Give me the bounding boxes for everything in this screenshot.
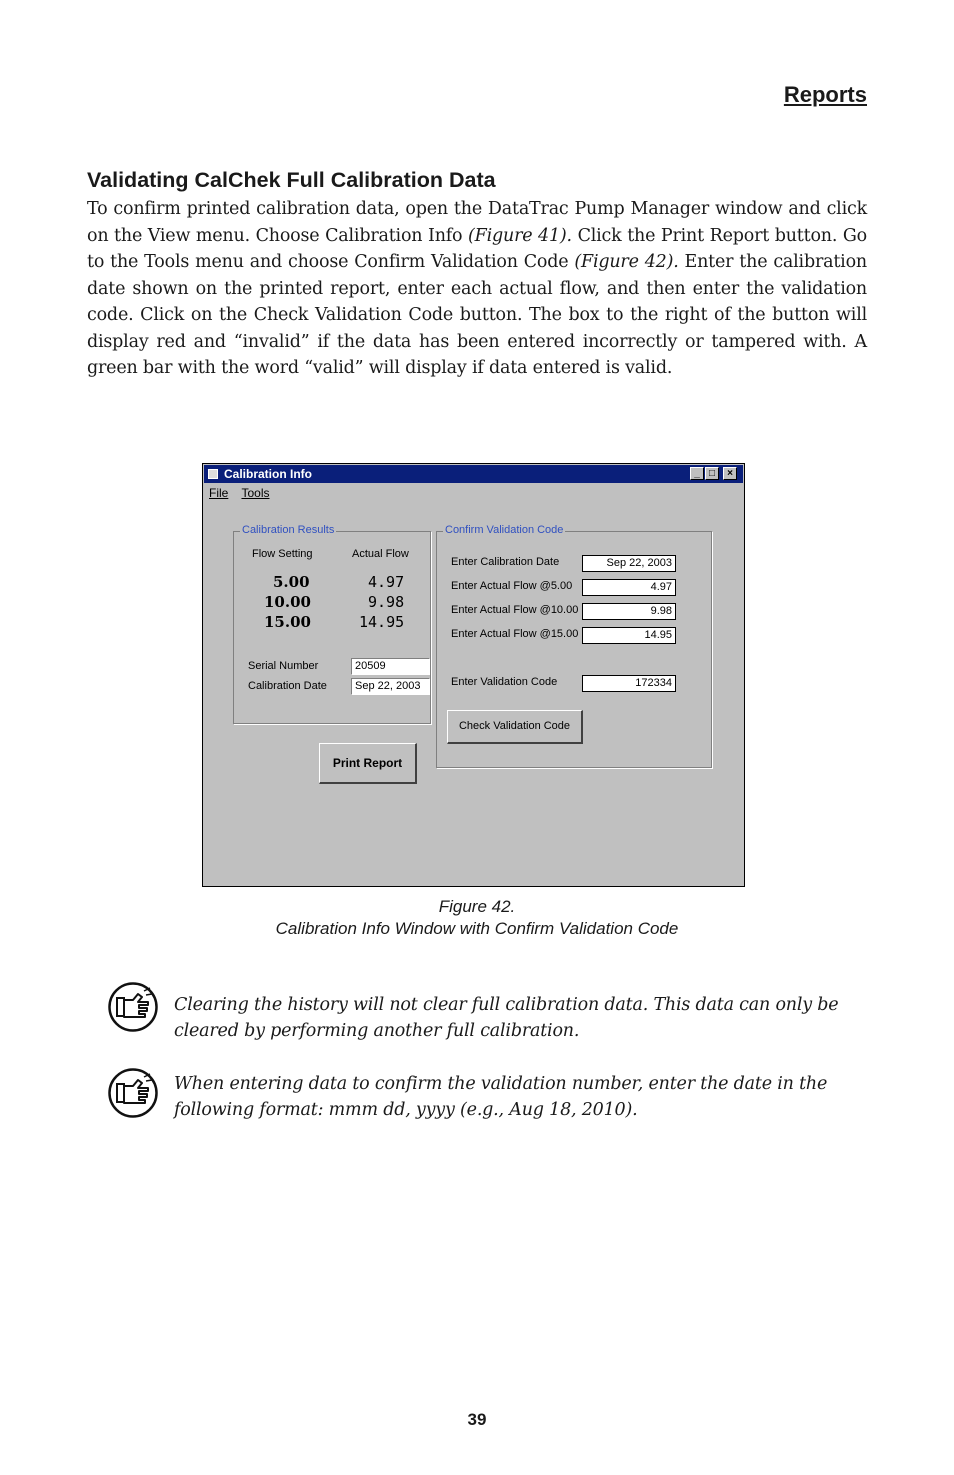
figure-42-reference: (Figure 42). [574, 252, 679, 272]
flow-setting-value: 10.00 [264, 593, 311, 611]
flow-setting-value: 15.00 [264, 613, 311, 631]
flow-setting-header: Flow Setting [252, 548, 313, 560]
calibration-info-window [202, 463, 745, 887]
menubar [209, 486, 279, 500]
menu-file[interactable]: File [209, 486, 229, 500]
enter-validation-code-label: Enter Validation Code [451, 676, 558, 688]
paragraph-part-2: Click the Print Report button. Go to the Tools menu and choose Confirm Validation Code [87, 225, 867, 272]
figure-caption: Calibration Info Window with Confirm Validation Code [275, 919, 679, 938]
enter-calibration-date-input[interactable]: Sep 22, 2003 [582, 555, 676, 572]
enter-flow-15-input[interactable]: 14.95 [582, 627, 676, 644]
actual-flow-value: 9.98 [368, 593, 405, 611]
menu-tools[interactable]: Tools [241, 486, 270, 500]
section-header: Reports [783, 82, 867, 107]
paragraph-part-1: To confirm printed calibration data, open the DataTrac Pump Manager window and click on the View menu. Choose Calibration Info [87, 199, 867, 246]
figure-41-reference: (Figure 41). [468, 225, 572, 246]
app-icon [208, 469, 218, 479]
enter-flow-5-input[interactable]: 4.97 [582, 579, 676, 596]
section-title: Validating CalChek Full Calibration Data [87, 168, 496, 192]
calibration-date-field[interactable]: Sep 22, 2003 [351, 678, 430, 695]
calibration-date-label: Calibration Date [248, 680, 327, 692]
enter-validation-code-input[interactable]: 172334 [582, 675, 676, 692]
serial-number-field[interactable]: 20509 [351, 658, 430, 675]
note-text: Clearing the history will not clear full calibration data. This data can only be cleared by performing another full calibration. [174, 995, 839, 1041]
enter-flow-10-input[interactable]: 9.98 [582, 603, 676, 620]
actual-flow-header: Actual Flow [352, 548, 409, 560]
calibration-results-legend: Calibration Results [242, 524, 335, 536]
serial-number-label: Serial Number [248, 660, 319, 672]
enter-flow-5-label: Enter Actual Flow @5.00 [451, 580, 573, 592]
figure-number: Figure 42. [438, 897, 516, 916]
check-validation-code-button[interactable]: Check Validation Code [447, 710, 583, 744]
paragraph-part-3: Enter the calibration date shown on the printed report, enter each actual flow, and then enter the validation code. Click on the Check Validation Code button. The box to the right of the button will display red and “invalid” if the data has been entered incorrectly or tampered with. A green bar with the word “valid” will display if data entered is valid. [87, 252, 867, 378]
page-number: 39 [467, 1410, 487, 1429]
actual-flow-value: 14.95 [359, 613, 405, 631]
minimize-icon[interactable]: _ [690, 467, 704, 480]
note-text: When entering data to confirm the validation number, enter the date in the following format: mmm dd, yyyy (e.g., Aug 18, 2010). [174, 1074, 828, 1120]
confirm-validation-legend: Confirm Validation Code [445, 524, 564, 536]
print-report-button[interactable]: Print Report [319, 743, 417, 784]
enter-flow-15-label: Enter Actual Flow @15.00 [451, 628, 579, 640]
maximize-icon[interactable]: □ [705, 467, 719, 480]
flow-setting-value: 5.00 [273, 573, 310, 591]
close-icon[interactable]: × [723, 467, 737, 480]
window-title: Calibration Info [224, 467, 312, 481]
pointing-hand-note-icon [107, 981, 159, 1033]
pointing-hand-note-icon [107, 1067, 159, 1119]
actual-flow-value: 4.97 [368, 573, 405, 591]
instructions-paragraph [87, 196, 867, 382]
enter-flow-10-label: Enter Actual Flow @10.00 [451, 604, 579, 616]
enter-calibration-date-label: Enter Calibration Date [451, 556, 560, 568]
window-titlebar[interactable] [204, 465, 743, 483]
